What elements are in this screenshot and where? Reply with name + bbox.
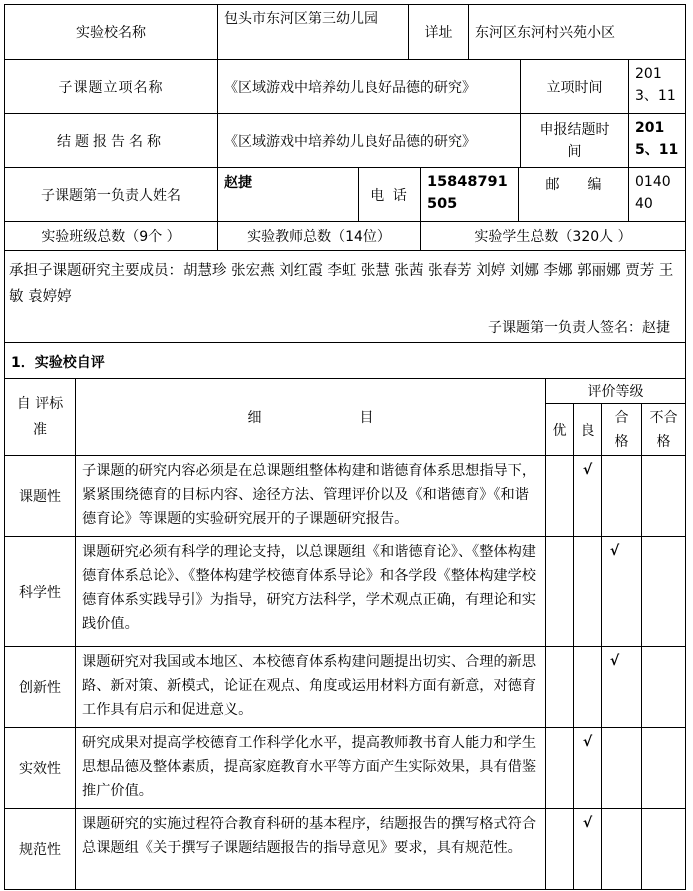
grid-line	[75, 378, 76, 890]
grid-line	[4, 59, 686, 60]
detail-innovation: 课题研究对我国或本地区、本校德育体系构建问题提出切实、合理的新思路、新对策、新模式，论证在观点、角度或运用材料方面有新意，对德育工作具有启示和促进意义。	[82, 654, 537, 718]
grid-line	[641, 403, 642, 890]
grade-header-pass: 合格	[614, 409, 629, 450]
phone-label: 电 话	[370, 187, 409, 204]
school-name-value: 包头市东河区第三幼儿园	[224, 11, 378, 27]
grade-mark-scientific: √	[609, 543, 620, 559]
detail-topicality: 子课题的研究内容必须是在总课题组整体构建和谐德育体系思想指导下，紧紧围绕德育的目标内容、途径方法、管理评价以及《和谐德育》《和谐德育论》等课题的实验研究展开的子课题研究报告。	[82, 463, 537, 527]
student-count: 实验学生总数（320人 ）	[474, 228, 632, 245]
grid-line	[408, 4, 409, 60]
col-header-standard: 自 评标 准	[16, 396, 64, 438]
members-list: 承担子课题研究主要成员：胡慧珍 张宏燕 刘红霞 李虹 张慧 张茜 张春芳 刘婷 刘娜 李娜 郭丽娜 贾芳 王敏 袁婷婷	[9, 263, 674, 305]
leader-name-label: 子课题第一负责人姓名	[41, 187, 181, 204]
class-count: 实验班级总数（9个 ）	[41, 228, 181, 245]
grid-line	[4, 221, 686, 222]
grade-header-good: 良	[580, 422, 595, 439]
standard-scientific: 科学性	[19, 584, 61, 601]
grid-line	[4, 250, 686, 251]
grid-line	[420, 167, 421, 251]
grid-line	[358, 167, 359, 222]
grade-mark-innovation: √	[609, 653, 620, 669]
grade-mark-effectiveness: √	[582, 734, 593, 750]
grid-line	[4, 4, 5, 890]
grid-line	[4, 167, 686, 168]
standard-topicality: 课题性	[19, 489, 61, 505]
grid-line	[545, 403, 686, 404]
grid-line	[518, 167, 519, 222]
address-value: 东河区东河村兴苑小区	[475, 25, 615, 41]
grid-line	[217, 221, 218, 251]
apply-time-label: 申报结题时间	[539, 121, 610, 160]
leader-name-value: 赵捷	[224, 175, 252, 191]
project-name-label: 子课题立项名称	[58, 79, 164, 96]
teacher-count: 实验教师总数（14位）	[247, 228, 391, 245]
grid-line	[4, 889, 686, 890]
standard-normativity: 规范性	[19, 842, 61, 858]
grid-line	[4, 646, 686, 647]
project-time-label: 立项时间	[546, 79, 603, 96]
col-header-detail: 细 目	[247, 410, 374, 426]
report-name-label: 结题报告名称	[57, 133, 165, 150]
address-label: 详址	[424, 25, 453, 41]
grid-line	[4, 4, 686, 5]
project-name-value: 《区域游戏中培养幼儿良好品德的研究》	[224, 79, 476, 96]
postcode-value: 014040	[635, 174, 671, 212]
grid-line	[4, 342, 686, 343]
standard-effectiveness: 实效性	[19, 761, 61, 777]
grid-line	[4, 378, 686, 379]
report-name-value: 《区域游戏中培养幼儿良好品德的研究》	[224, 133, 476, 150]
grid-line	[628, 59, 629, 222]
grid-line	[4, 536, 686, 537]
section-title: 1．实验校自评	[11, 355, 105, 371]
standard-innovation: 创新性	[19, 680, 61, 696]
school-name-label: 实验校名称	[76, 25, 146, 41]
detail-normativity: 课题研究的实施过程符合教育科研的基本程序，结题报告的撰写格式符合总课题组《关于撰写子课题结题报告的指导意见》要求，具有规范性。	[82, 816, 537, 856]
grid-line	[573, 403, 574, 890]
grid-line	[217, 4, 218, 222]
grade-header-excellent: 优	[552, 422, 567, 439]
col-header-grade: 评价等级	[587, 384, 644, 400]
apply-time-value: 2015、11	[635, 120, 679, 158]
grade-mark-topicality: √	[582, 462, 593, 478]
grade-header-fail: 不合格	[649, 409, 678, 450]
detail-effectiveness: 研究成果对提高学校德育工作科学化水平，提高教师教书育人能力和学生思想品德及整体素质，提高家庭教育水平等方面产生实际效果，具有借鉴推广价值。	[82, 735, 537, 799]
grid-line	[4, 455, 686, 456]
postcode-label: 邮 编	[545, 177, 602, 193]
project-time-value: 2013、11	[635, 66, 676, 104]
grid-line	[4, 808, 686, 809]
leader-signature: 子课题第一负责人签名：赵捷	[488, 320, 670, 336]
grade-mark-normativity: √	[582, 815, 593, 831]
grid-line	[4, 727, 686, 728]
grid-line	[468, 4, 469, 60]
grid-line	[601, 403, 602, 890]
grid-line	[685, 4, 686, 890]
grid-line	[520, 59, 521, 168]
phone-value: 15848791505	[427, 174, 508, 212]
grid-line	[4, 113, 686, 114]
detail-scientific: 课题研究必须有科学的理论支持，以总课题组《和谐德育论》、《整体构建德育体系总论》、《整体构建学校德育体系导论》和各学段《整体构建学校德育体系实践导引》为指导，研究方法科学，学术观点正确，有理论和实践价值。	[82, 544, 537, 632]
grid-line	[545, 378, 546, 890]
